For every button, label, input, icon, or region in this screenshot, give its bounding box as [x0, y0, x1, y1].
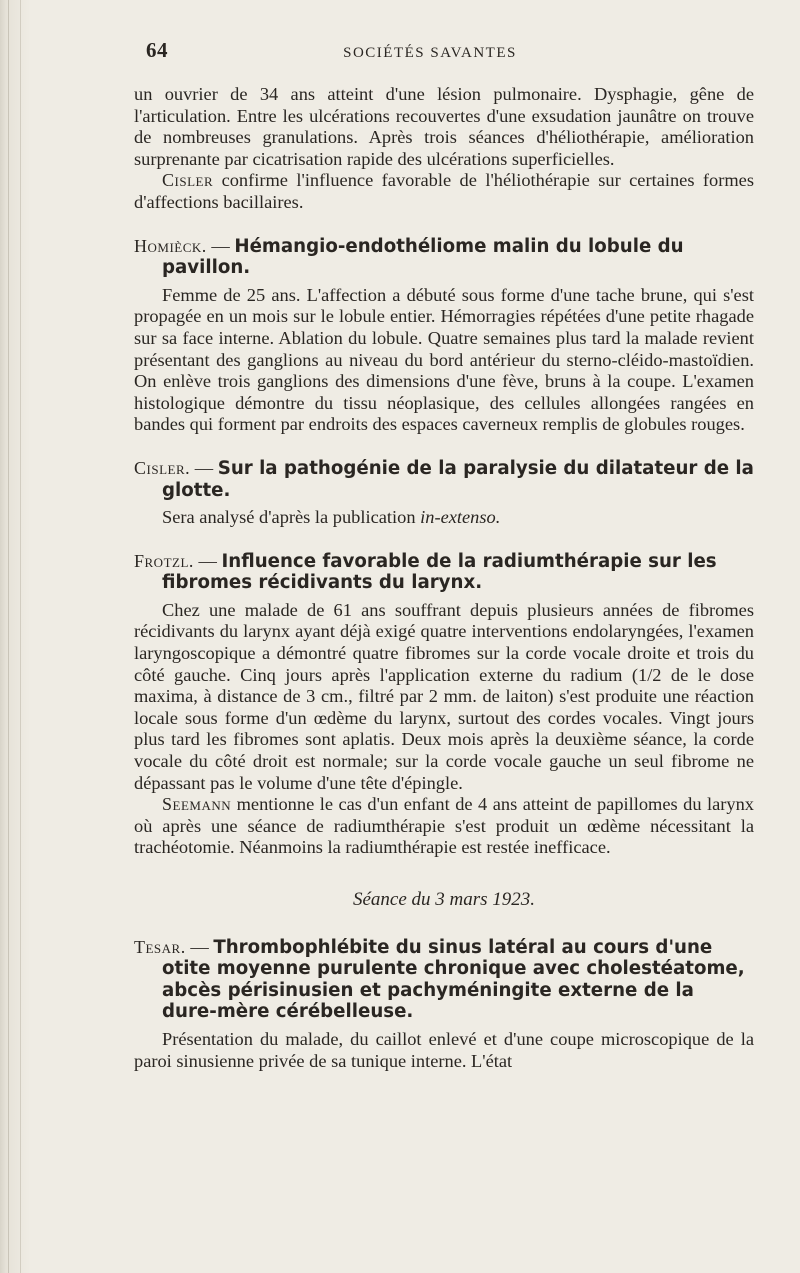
paragraph-text: Sera analysé d'après la publication [162, 507, 421, 528]
paragraph [134, 507, 754, 529]
communication-title [134, 458, 754, 501]
title-dash: — [190, 457, 218, 478]
author-name: Cisler [162, 170, 214, 191]
paragraph-text: mentionne le cas d'un enfant de 4 ans atteint de papillomes du larynx où après une séance de radiumthérapie s'est produit un œdème nécessitant la trachéotomie. Néanmoins la radiumthérapie est restée inefficace. [134, 794, 754, 858]
title-dash: — [206, 235, 235, 256]
paragraph [134, 170, 754, 213]
binding-line [8, 0, 9, 1273]
author-name: Homièck. [134, 235, 207, 256]
author-name: Frotzl. [134, 550, 194, 571]
title-text: Hémangio-endothéliome malin du lobule du pavillon. [162, 235, 684, 279]
author-name: Tesar. [134, 936, 186, 957]
session-heading: Séance du 3 mars 1923. [352, 889, 536, 910]
paragraph: Présentation du malade, du caillot enlevé et d'une coupe microscopique de la paroi sinusienne privée de sa tunique interne. L'état [134, 1028, 754, 1071]
paragraph [134, 794, 754, 859]
title-text: Sur la pathogénie de la paralysie du dilatateur de la glotte. [162, 457, 754, 501]
page-binding-edge [0, 0, 34, 1273]
title-text: Influence favorable de la radiumthérapie sur les fibromes récidivants du larynx. [162, 550, 717, 594]
paragraph: un ouvrier de 34 ans atteint d'une lésion pulmonaire. Dysphagie, gêne de l'articulation. Entre les ulcérations recouvertes d'une exsudation jaunâtre on trouve de nombreuses granulations. Après trois séances d'héliothérapie, amélioration surprenante par cicatrisation rapide des ulcérations superficielles. [134, 84, 754, 169]
communication-title [134, 551, 754, 594]
communication-title [134, 236, 754, 279]
italic-term: in-extenso. [420, 507, 501, 528]
page-body [134, 84, 754, 1072]
running-title: SOCIÉTÉS SAVANTES [343, 45, 517, 61]
title-text: Thrombophlébite du sinus latéral au cours d'une otite moyenne purulente chronique avec cholestéatome, abcès périsinusien et pachyméningite externe de la dure-mère cérébelleuse. [162, 936, 745, 1023]
title-dash: — [193, 550, 222, 571]
paragraph-text: confirme l'influence favorable de l'héliothérapie sur certaines formes d'affections bacillaires. [134, 170, 754, 212]
author-name: Cisler. [134, 457, 191, 478]
page-number: 64 [146, 38, 168, 62]
paragraph: Chez une malade de 61 ans souffrant depuis plusieurs années de fibromes récidivants du larynx ayant déjà exigé quatre interventions endolaryngées, l'examen laryngoscopique a démontré quatre fibromes sur la corde vocale droite et trois du côté gauche. Cinq jours après l'application externe du radium (1/2 de le dose maxima, à distance de 3 cm., filtré par 2 mm. de laiton) s'est produite une réaction locale sous forme d'un œdème du larynx, surtout des cordes vocales. Vingt jours plus tard les fibromes sont aplatis. Deux mois après la deuxième séance, la corde vocale du côté droit est normale; sur la corde vocale gauche un seul fibrome ne dépassant pas le volume d'une tête d'épingle. [134, 599, 754, 793]
title-dash: — [185, 936, 214, 957]
binding-line [20, 0, 21, 1273]
author-name: Seemann [162, 794, 232, 815]
paragraph: Femme de 25 ans. L'affection a débuté sous forme d'une tache brune, qui s'est propagée en un mois sur le lobule entier. Hémorragies répétées d'une petite rhagade sur sa face interne. Ablation du lobule. Quatre semaines plus tard la malade revient présentant des ganglions au niveau du bord antérieur du sterno-cléido-mastoïdien. On enlève trois ganglions des dimensions d'une fève, bruns à la coupe. L'examen histologique démontre du tissu néoplasique, des cellules allongées rangées en bandes qui forment par endroits des espaces caverneux remplis de globules rouges. [134, 284, 754, 435]
communication-title [134, 937, 754, 1023]
